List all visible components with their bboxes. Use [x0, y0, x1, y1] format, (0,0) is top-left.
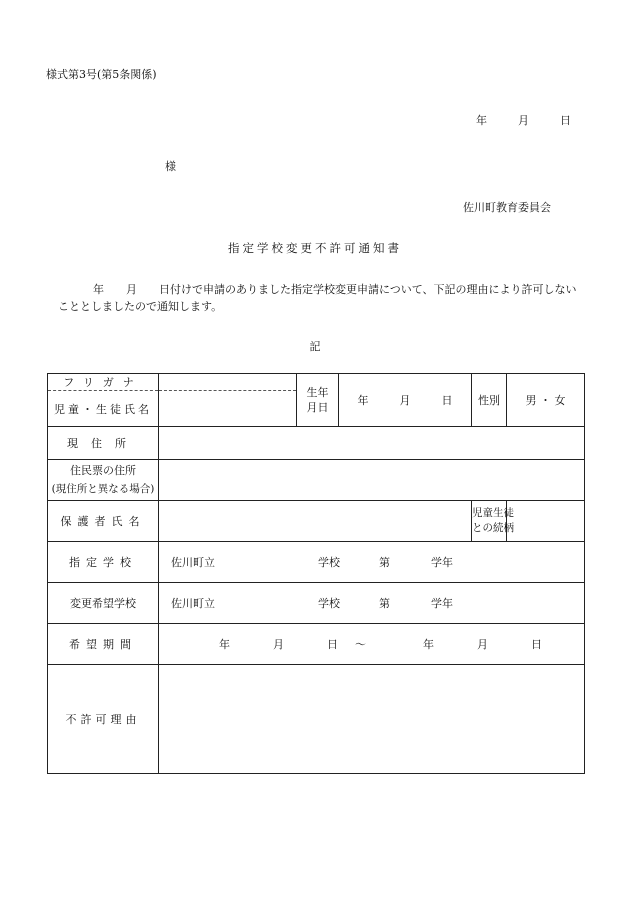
notice-text: 年 月 日付けで申請のありました指定学校変更申請について、下記の理由により許可しないこととしましたので通知します。 — [58, 283, 577, 313]
application-table — [47, 373, 585, 774]
issue-month: 月 — [518, 114, 529, 127]
resident-address-value[interactable] — [159, 460, 585, 501]
form-number: 様式第3号(第5条関係) — [46, 68, 157, 81]
change-school-label: 変更希望学校 — [48, 583, 159, 624]
birth-month: 月 — [399, 394, 411, 407]
period-day-end: 日 — [531, 638, 542, 651]
change-school-suffix: 学校 — [318, 597, 340, 610]
change-grade: 学年 — [431, 597, 453, 610]
period-year-start: 年 — [219, 638, 230, 651]
designated-town: 佐川町立 — [171, 556, 215, 569]
issue-year: 年 — [476, 114, 487, 127]
document-title: 指定学校変更不許可通知書 — [228, 241, 402, 255]
period-tilde: ～ — [355, 638, 366, 651]
gender-value[interactable]: 男 ・ 女 — [507, 374, 585, 427]
designated-grade-prefix: 第 — [379, 556, 390, 569]
notice-body — [58, 281, 584, 315]
guardian-name-value[interactable] — [159, 501, 472, 542]
relation-label: 児童生徒 との続柄 — [472, 501, 507, 542]
period-month-start: 月 — [273, 638, 284, 651]
student-name-label: 児童・生徒氏名 — [48, 391, 159, 427]
reason-label: 不許可理由 — [48, 665, 159, 774]
resident-address-label: 住民票の住所 (現住所と異なる場合) — [48, 460, 159, 501]
designated-school-suffix: 学校 — [318, 556, 340, 569]
address-label: 現住所 — [48, 427, 159, 460]
address-value[interactable] — [159, 427, 585, 460]
furigana-value[interactable] — [159, 374, 297, 391]
period-year-end: 年 — [423, 638, 434, 651]
period-month-end: 月 — [477, 638, 488, 651]
change-town: 佐川町立 — [171, 597, 215, 610]
ki-heading: 記 — [309, 340, 321, 353]
period-label: 希望期間 — [48, 624, 159, 665]
birthdate-value[interactable] — [339, 374, 472, 427]
birth-day: 日 — [441, 394, 453, 407]
birthdate-label: 生年 月日 — [297, 374, 339, 427]
furigana-label: フリガナ — [48, 374, 159, 391]
relation-value[interactable] — [507, 501, 585, 542]
issuer-name: 佐川町教育委員会 — [463, 201, 551, 214]
issue-day: 日 — [560, 114, 571, 127]
student-name-value[interactable] — [159, 391, 297, 427]
recipient-suffix: 様 — [165, 160, 176, 173]
gender-label: 性別 — [472, 374, 507, 427]
guardian-name-label: 保護者氏名 — [48, 501, 159, 542]
change-school-value[interactable] — [159, 583, 585, 624]
issue-date — [476, 112, 571, 128]
change-grade-prefix: 第 — [379, 597, 390, 610]
birth-year: 年 — [357, 394, 369, 407]
period-value[interactable] — [159, 624, 585, 665]
reason-value[interactable] — [159, 665, 585, 774]
designated-school-value[interactable] — [159, 542, 585, 583]
period-day-start: 日 — [327, 638, 338, 651]
designated-school-label: 指定学校 — [48, 542, 159, 583]
designated-grade: 学年 — [431, 556, 453, 569]
